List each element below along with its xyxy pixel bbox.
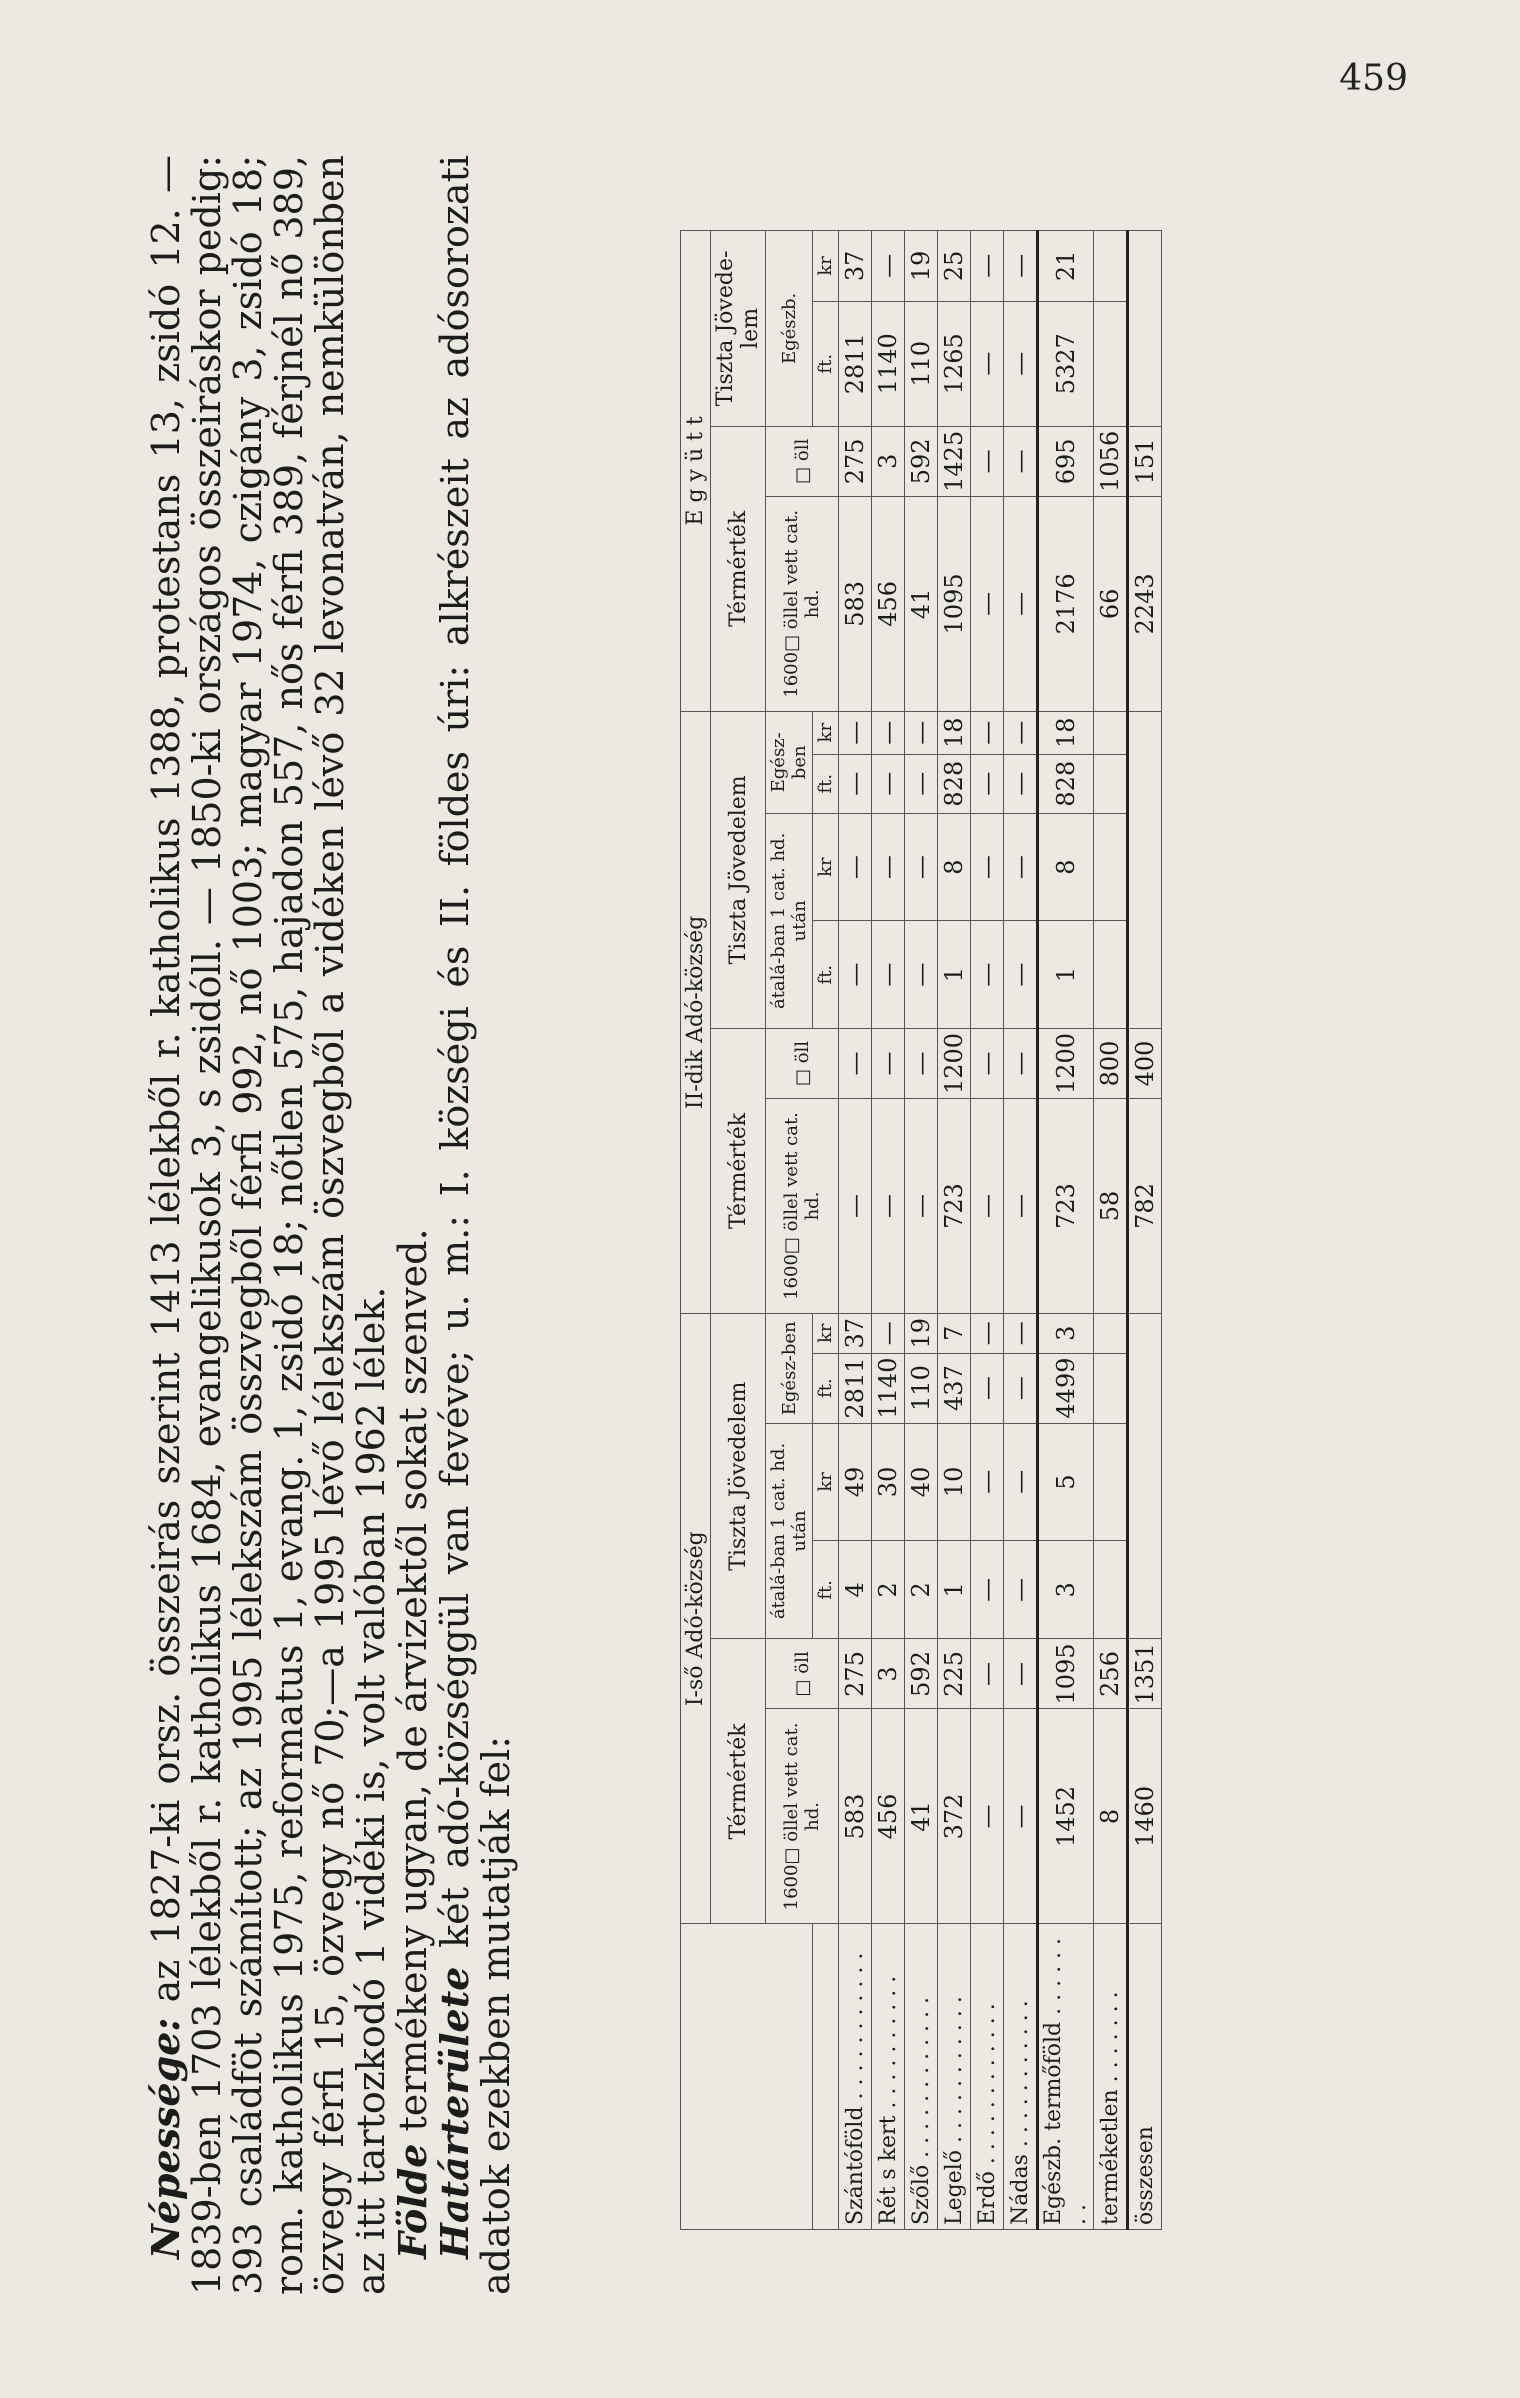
cell: — bbox=[839, 754, 872, 813]
cell bbox=[1094, 813, 1128, 921]
cell: 275 bbox=[839, 1639, 872, 1709]
cell: — bbox=[905, 711, 938, 754]
col-header: 1600□ öllel vett cat. hd. bbox=[766, 496, 839, 711]
cell: — bbox=[1004, 813, 1038, 921]
cell: 58 bbox=[1094, 1099, 1128, 1314]
cell: 800 bbox=[1094, 1028, 1128, 1098]
cell: 5327 bbox=[1038, 301, 1094, 426]
cell: — bbox=[872, 231, 905, 302]
cell: — bbox=[1004, 1353, 1038, 1423]
cell: 2811 bbox=[839, 1353, 872, 1423]
cell bbox=[1094, 754, 1128, 813]
cell: 21 bbox=[1038, 231, 1094, 302]
paragraph-hatarterulete bbox=[434, 155, 517, 2295]
paragraph-body: két adó-községgül van fevéve; u. m.: I. községi és II. földes úri: alkrészeit az adósorozati adatok ezekben mutatják fel: bbox=[433, 155, 518, 2295]
cell: — bbox=[971, 754, 1004, 813]
cell: 40 bbox=[905, 1423, 938, 1541]
cell: 583 bbox=[839, 496, 872, 711]
cell: — bbox=[971, 1639, 1004, 1709]
cell: 7 bbox=[938, 1313, 971, 1353]
cell bbox=[1094, 921, 1128, 1029]
cell: — bbox=[971, 426, 1004, 496]
cell: 1056 bbox=[1094, 426, 1128, 496]
cell: — bbox=[1004, 1313, 1038, 1353]
cell: 1200 bbox=[938, 1028, 971, 1098]
cell: 3 bbox=[1038, 1541, 1094, 1639]
cell: 37 bbox=[839, 231, 872, 302]
table-row bbox=[938, 231, 971, 2230]
cell: 1140 bbox=[872, 1353, 905, 1423]
cell: 437 bbox=[938, 1353, 971, 1423]
cell: — bbox=[872, 1099, 905, 1314]
row-label: Legelő . . . . . . . . . . . bbox=[938, 1924, 971, 2230]
col-header: Egészb. bbox=[766, 231, 813, 427]
col-header: 1600□ öllel vett cat. hd. bbox=[766, 1099, 839, 1314]
cell: 1460 bbox=[1128, 1709, 1162, 1924]
cell: — bbox=[1004, 1541, 1038, 1639]
cell: 723 bbox=[938, 1099, 971, 1314]
cell: 49 bbox=[839, 1423, 872, 1541]
summary-label: terméketlen . . . . . . . bbox=[1094, 1924, 1128, 2230]
cell: 8 bbox=[1094, 1709, 1128, 1924]
cell: — bbox=[839, 1099, 872, 1314]
paragraph-body: termékeny ugyan, de árvizektől sokat szenved. bbox=[391, 1228, 435, 2132]
cell: — bbox=[872, 1313, 905, 1353]
subgroup-header: Térmérték bbox=[711, 426, 766, 711]
cell: — bbox=[1004, 711, 1038, 754]
cell: — bbox=[1004, 301, 1038, 426]
cell: 1 bbox=[938, 921, 971, 1029]
cell: 19 bbox=[905, 231, 938, 302]
cell: 782 bbox=[1128, 1099, 1162, 1314]
col-header: átalá-ban 1 cat. hd. után bbox=[766, 813, 813, 1028]
cell: 110 bbox=[905, 1353, 938, 1423]
unit-header: ft. bbox=[813, 301, 839, 426]
cell: 400 bbox=[1128, 1028, 1162, 1098]
cell: 225 bbox=[938, 1639, 971, 1709]
cell: 30 bbox=[872, 1423, 905, 1541]
unit-header: ft. bbox=[813, 921, 839, 1029]
cell: 1 bbox=[1038, 921, 1094, 1029]
cell bbox=[1094, 231, 1128, 302]
cell: 66 bbox=[1094, 496, 1128, 711]
col-header: □ öll bbox=[766, 1028, 839, 1098]
subgroup-header: Tiszta Jövedelem bbox=[711, 1313, 766, 1638]
row-label: Erdő . . . . . . . . . . . . bbox=[971, 1924, 1004, 2230]
paragraph-body: az 1827-ki orsz. összeirás szerint 1413 lélekből r. katholikus 1388, protestans 13, zsidó 12. — 1839-ben 1703 lélekből r. katholikus 1684, evangelikusok 3, s zsidóll. — 1850-ki országos összeiráskor pedig: 393 családföt számított; az 1995 lélekszám összvegből férfi 992, nő 1003; magyar 1974, czigány 3, zsidó 18; rom. katholikus 1975, reformatus 1, evang. 1, zsidó 18; nőtlen 575, hajadon 557, nős férfi 389, férjnél nő 389, özvegy férfi 15, özvegy nő 70;—a 1995 lévő lélekszám öszvegből a vidéken lévő 32 levonatván, nemkülönben az itt tartozkodó 1 vidéki is, volt valóban 1962 lélek. bbox=[144, 155, 393, 2295]
lead-term: Határterülete bbox=[432, 1966, 477, 2259]
table-row bbox=[1004, 231, 1038, 2230]
cell: 3 bbox=[872, 426, 905, 496]
body-text bbox=[145, 155, 517, 2295]
cell: 151 bbox=[1128, 426, 1162, 496]
cell: — bbox=[1004, 496, 1038, 711]
empty-cell bbox=[1128, 711, 1162, 1028]
subgroup-header: Térmérték bbox=[711, 1639, 766, 1924]
cell: — bbox=[971, 231, 1004, 302]
unit-header: kr bbox=[813, 1313, 839, 1353]
cell: 1452 bbox=[1038, 1709, 1094, 1924]
col-header: átalá-ban 1 cat. hd. után bbox=[766, 1423, 813, 1639]
cell: 41 bbox=[905, 496, 938, 711]
lead-term: Népessége: bbox=[143, 2017, 188, 2259]
cell: — bbox=[971, 1028, 1004, 1098]
egeszb-label: Egészb. bbox=[1041, 2137, 1066, 2225]
cell: — bbox=[905, 1028, 938, 1098]
cell: — bbox=[971, 1353, 1004, 1423]
cell: — bbox=[971, 496, 1004, 711]
cell bbox=[1094, 301, 1128, 426]
group-header: E g y ü t t bbox=[681, 231, 711, 712]
cell: 828 bbox=[938, 754, 971, 813]
unit-header: ft. bbox=[813, 1541, 839, 1639]
cell: 456 bbox=[872, 496, 905, 711]
cell: 1265 bbox=[938, 301, 971, 426]
empty-cell bbox=[1128, 231, 1162, 427]
cell: — bbox=[1004, 1099, 1038, 1314]
cell: — bbox=[872, 754, 905, 813]
cell: — bbox=[971, 1541, 1004, 1639]
cell: — bbox=[839, 813, 872, 921]
cell: — bbox=[1004, 1639, 1038, 1709]
cell: 2243 bbox=[1128, 496, 1162, 711]
cell bbox=[1094, 711, 1128, 754]
empty-cell bbox=[1128, 1313, 1162, 1638]
cell: 2811 bbox=[839, 301, 872, 426]
cell: — bbox=[1004, 921, 1038, 1029]
cell: — bbox=[971, 711, 1004, 754]
summary-row bbox=[1094, 231, 1128, 2230]
cell: 3 bbox=[1038, 1313, 1094, 1353]
cell bbox=[1094, 1423, 1128, 1541]
cell: 583 bbox=[839, 1709, 872, 1924]
unit-header: ft. bbox=[813, 1353, 839, 1423]
cell: 695 bbox=[1038, 426, 1094, 496]
row-label bbox=[1038, 1924, 1094, 2230]
cell: 25 bbox=[938, 231, 971, 302]
summary-row bbox=[1038, 231, 1094, 2230]
cell: — bbox=[872, 921, 905, 1029]
cell: 2 bbox=[872, 1541, 905, 1639]
cell: — bbox=[839, 711, 872, 754]
cell: 19 bbox=[905, 1313, 938, 1353]
cell: 4 bbox=[839, 1541, 872, 1639]
cell: 8 bbox=[1038, 813, 1094, 921]
subgroup-header: Tiszta Jövedelem bbox=[711, 711, 766, 1028]
cell: — bbox=[1004, 1423, 1038, 1541]
unit-header: kr bbox=[813, 1423, 839, 1541]
unit-header: kr bbox=[813, 711, 839, 754]
cell: 37 bbox=[839, 1313, 872, 1353]
col-header: Egész-ben bbox=[766, 711, 813, 813]
cell: 592 bbox=[905, 1639, 938, 1709]
cell: 5 bbox=[1038, 1423, 1094, 1541]
total-row bbox=[1128, 231, 1162, 2230]
row-label: Rét s kert . . . . . . . . . . bbox=[872, 1924, 905, 2230]
cell: 18 bbox=[1038, 711, 1094, 754]
cell: 2176 bbox=[1038, 496, 1094, 711]
group-header: II-dik Adó-község bbox=[681, 711, 711, 1313]
unit-header: ft. bbox=[813, 754, 839, 813]
cell: — bbox=[872, 1028, 905, 1098]
cell: 1 bbox=[938, 1541, 971, 1639]
cell: 828 bbox=[1038, 754, 1094, 813]
cell: 275 bbox=[839, 426, 872, 496]
rotated-page-content bbox=[40, 110, 1400, 2330]
cell: — bbox=[872, 813, 905, 921]
unit-spacer bbox=[813, 1924, 839, 2230]
page-number: 459 bbox=[1339, 58, 1408, 99]
cell bbox=[1094, 1353, 1128, 1423]
cell: 456 bbox=[872, 1709, 905, 1924]
col-header: □ öll bbox=[766, 426, 839, 496]
row-label: Szőlő . . . . . . . . . . . . bbox=[905, 1924, 938, 2230]
unit-header: kr bbox=[813, 813, 839, 921]
cell: — bbox=[905, 813, 938, 921]
cell bbox=[1094, 1541, 1128, 1639]
cell: — bbox=[1004, 1028, 1038, 1098]
summary-label: termőföld . . . . . . . . bbox=[1041, 1937, 1091, 2225]
cell: 2 bbox=[905, 1541, 938, 1639]
table-row bbox=[971, 231, 1004, 2230]
cell: — bbox=[905, 921, 938, 1029]
subgroup-header: Tiszta Jövede-lem bbox=[711, 231, 766, 427]
cell: 723 bbox=[1038, 1099, 1094, 1314]
cell: — bbox=[971, 813, 1004, 921]
cell: 3 bbox=[872, 1639, 905, 1709]
cell: — bbox=[1004, 426, 1038, 496]
cell: — bbox=[971, 301, 1004, 426]
row-label: Szántóföld . . . . . . . . . . . bbox=[839, 1924, 872, 2230]
cell: — bbox=[1004, 1709, 1038, 1924]
cell: 1351 bbox=[1128, 1639, 1162, 1709]
cell: 110 bbox=[905, 301, 938, 426]
cell: — bbox=[971, 1313, 1004, 1353]
cell: 1425 bbox=[938, 426, 971, 496]
cell: — bbox=[905, 754, 938, 813]
cell: 4499 bbox=[1038, 1353, 1094, 1423]
cell: 256 bbox=[1094, 1639, 1128, 1709]
cell: 10 bbox=[938, 1423, 971, 1541]
cell: 18 bbox=[938, 711, 971, 754]
cell: — bbox=[872, 711, 905, 754]
col-header: 1600□ öllel vett cat. hd. bbox=[766, 1709, 839, 1924]
cell: — bbox=[839, 1028, 872, 1098]
cell: — bbox=[905, 1099, 938, 1314]
total-label: összesen bbox=[1128, 1924, 1162, 2230]
cell: 41 bbox=[905, 1709, 938, 1924]
cell: — bbox=[971, 1709, 1004, 1924]
paragraph-folde bbox=[392, 155, 434, 2295]
table-row bbox=[872, 231, 905, 2230]
cell: — bbox=[971, 1423, 1004, 1541]
table-row bbox=[839, 231, 872, 2230]
cell: 372 bbox=[938, 1709, 971, 1924]
paragraph-nepessege bbox=[145, 155, 392, 2295]
col-header: □ öll bbox=[766, 1639, 839, 1709]
cell: 1095 bbox=[938, 496, 971, 711]
land-table bbox=[680, 230, 1162, 2230]
cell: — bbox=[971, 1099, 1004, 1314]
land-table-container bbox=[680, 230, 1162, 2230]
row-label-header bbox=[681, 1924, 813, 2230]
subgroup-header: Térmérték bbox=[711, 1028, 766, 1313]
cell: 1200 bbox=[1038, 1028, 1094, 1098]
group-header: I-ső Adó-község bbox=[681, 1313, 711, 1923]
cell: — bbox=[971, 921, 1004, 1029]
cell: 592 bbox=[905, 426, 938, 496]
col-header: Egész-ben bbox=[766, 1313, 813, 1423]
unit-header: kr bbox=[813, 231, 839, 302]
lead-term: Földe bbox=[390, 2143, 435, 2259]
cell: 1095 bbox=[1038, 1639, 1094, 1709]
cell: 8 bbox=[938, 813, 971, 921]
cell bbox=[1094, 1313, 1128, 1353]
row-label: Nádas . . . . . . . . . . . bbox=[1004, 1924, 1038, 2230]
cell: 1140 bbox=[872, 301, 905, 426]
cell: — bbox=[839, 921, 872, 1029]
cell: — bbox=[1004, 754, 1038, 813]
table-row bbox=[905, 231, 938, 2230]
cell: — bbox=[1004, 231, 1038, 302]
